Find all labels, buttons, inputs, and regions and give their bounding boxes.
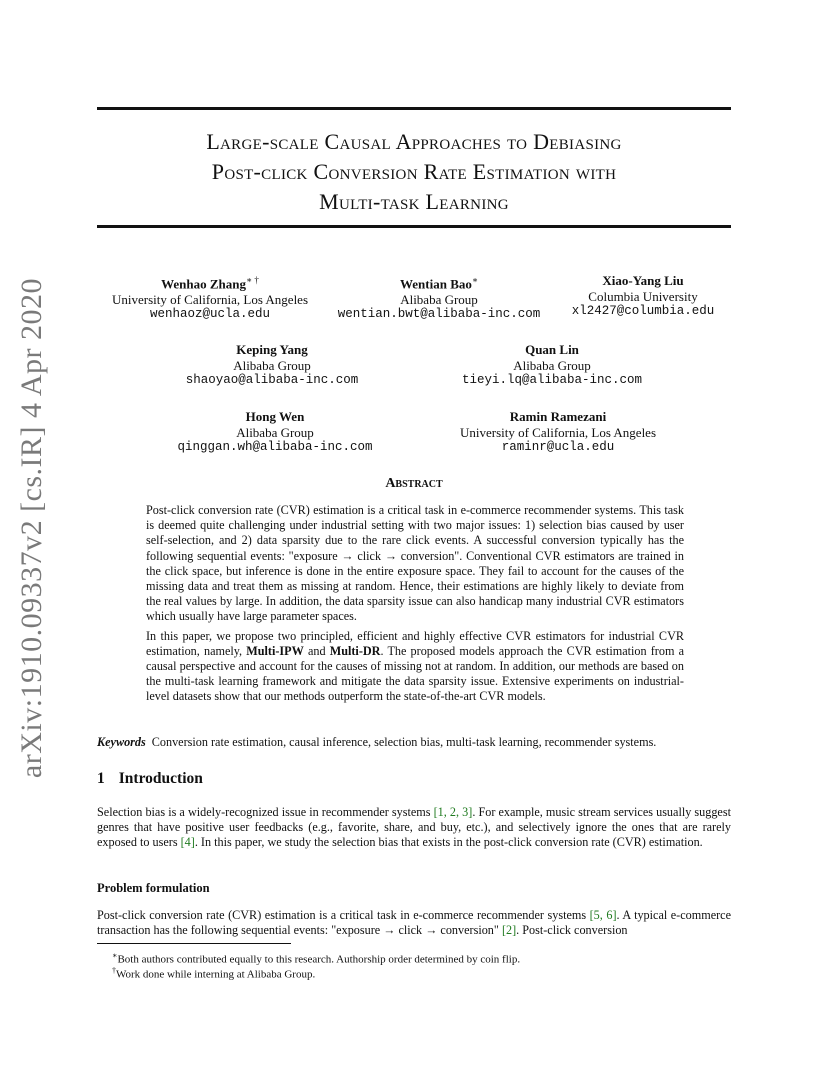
model-name-multi-ipw: Multi-IPW <box>246 643 304 658</box>
subsection-heading: Problem formulation <box>97 881 210 895</box>
author-block <box>443 409 673 456</box>
author-affiliation: Alibaba Group <box>513 357 591 373</box>
title-line-1: Large-scale Causal Approaches to Debiasing <box>206 129 622 154</box>
author-affiliation: University of California, Los Angeles <box>459 424 657 440</box>
model-name-multi-dr: Multi-DR <box>329 643 381 658</box>
keywords-text: Conversion rate estimation, causal inference, selection bias, multi-task learning, recommender systems. <box>151 735 657 749</box>
author-email[interactable]: wentian.bwt@alibaba-inc.com <box>337 307 541 322</box>
abstract-heading: Abstract <box>385 476 443 491</box>
author-name: Quan Lin <box>525 342 579 357</box>
author-email[interactable]: shaoyao@alibaba-inc.com <box>185 373 359 387</box>
author-block <box>437 342 667 389</box>
abstract-body <box>146 503 684 709</box>
citation-link[interactable]: [1, 2, 3] <box>433 805 473 819</box>
title-line-2: Post-click Conversion Rate Estimation with <box>211 159 617 184</box>
author-name: Wenhao Zhang∗ † <box>161 275 259 292</box>
title-line-3: Multi-task Learning <box>319 189 509 214</box>
author-block <box>324 273 554 323</box>
problem-paragraph: Post-click conversion rate (CVR) estimation is a critical task in e-commerce recommender systems [5, 6]. A typical e-commerce transaction has the following sequential events: "exposure → click → conversion" [2]. Post-click conversion <box>97 908 731 938</box>
author-email[interactable]: raminr@ucla.edu <box>501 440 615 454</box>
author-block <box>157 342 387 389</box>
abstract-paragraph-1: Post-click conversion rate (CVR) estimation is a critical task in e-commerce recommender systems. This task is deemed quite challenging under industrial setting with two major issues: 1) selection bias caused by user self-selection, and 2) data sparsity due to the rare click events. A successful conversion typically has the following sequential events: "exposure → click → conversion". Conventional CVR estimators are trained in the click space, but inference is done in the entire exposure space. They fail to account for the causes of the missing data and treat them as missing at random. Hence, their estimations are highly likely to deviate from the real values by large. In addition, the data sparsity issue can also handicap many industrial CVR estimators which usually have large parameter spaces. <box>146 503 684 624</box>
author-affiliation: University of California, Los Angeles <box>111 291 309 307</box>
footnote-2: †Work done while interning at Alibaba Group. <box>112 966 316 981</box>
citation-link[interactable]: [4] <box>180 835 195 850</box>
abstract-paragraph-2: In this paper, we propose two principled, efficient and highly effective CVR estimators for industrial CVR estimation, namely, Multi-IPW and Multi-DR. The proposed models approach the CVR estimation from a causal perspective and account for the causes of missing not at random. In addition, our methods are based on the multi-task learning framework and mitigate the data sparsity issue. Extensive experiments on industrial-level datasets show that our methods outperform the state-of-the-art CVR models. <box>146 628 684 704</box>
author-name: Ramin Ramezani <box>509 409 607 424</box>
author-email[interactable]: tieyi.lq@alibaba-inc.com <box>461 373 643 387</box>
author-name: Xiao-Yang Liu <box>602 273 684 288</box>
author-block <box>155 409 395 456</box>
author-affiliation: Alibaba Group <box>400 291 478 307</box>
footnote-rule <box>97 943 291 944</box>
keywords-label: Keywords <box>97 735 146 749</box>
paper-title <box>97 127 731 217</box>
arxiv-side-label <box>2 277 62 779</box>
author-name: Hong Wen <box>245 409 305 424</box>
section-number: 1 <box>97 770 105 787</box>
footnote-1: ∗Both authors contributed equally to this research. Authorship order determined by coin flip. <box>112 951 521 966</box>
citation-link[interactable]: [5, 6] <box>589 908 617 922</box>
section-heading <box>97 770 203 788</box>
arxiv-identifier: arXiv:1910.09337v2 [cs.IR] 4 Apr 2020 <box>15 277 48 779</box>
intro-paragraph: Selection bias is a widely-recognized issue in recommender systems [1, 2, 3]. For example, music stream services usually suggest genres that have positive user feedbacks (e.g., favorite, share, and buy, etc.), and selectively ignore the ones that are rarely exposed to users [4]. In this paper, we study the selection bias that exists in the post-click conversion rate (CVR) estimation. <box>97 805 731 850</box>
author-affiliation: Columbia University <box>588 288 698 304</box>
author-name: Wentian Bao∗ <box>400 275 478 292</box>
author-affiliation: Alibaba Group <box>233 357 311 373</box>
author-name: Keping Yang <box>236 342 308 357</box>
author-block <box>553 273 733 320</box>
section-title: Introduction <box>118 770 203 787</box>
author-block <box>95 273 325 323</box>
keywords-line <box>97 735 737 750</box>
author-email[interactable]: wenhaoz@ucla.edu <box>149 307 271 322</box>
title-bottom-rule <box>97 225 731 228</box>
author-email[interactable]: qinggan.wh@alibaba-inc.com <box>177 440 373 454</box>
author-affiliation: Alibaba Group <box>236 424 314 440</box>
title-top-rule <box>97 107 731 110</box>
citation-link[interactable]: [2] <box>501 923 517 938</box>
author-email[interactable]: xl2427@columbia.edu <box>571 304 715 318</box>
